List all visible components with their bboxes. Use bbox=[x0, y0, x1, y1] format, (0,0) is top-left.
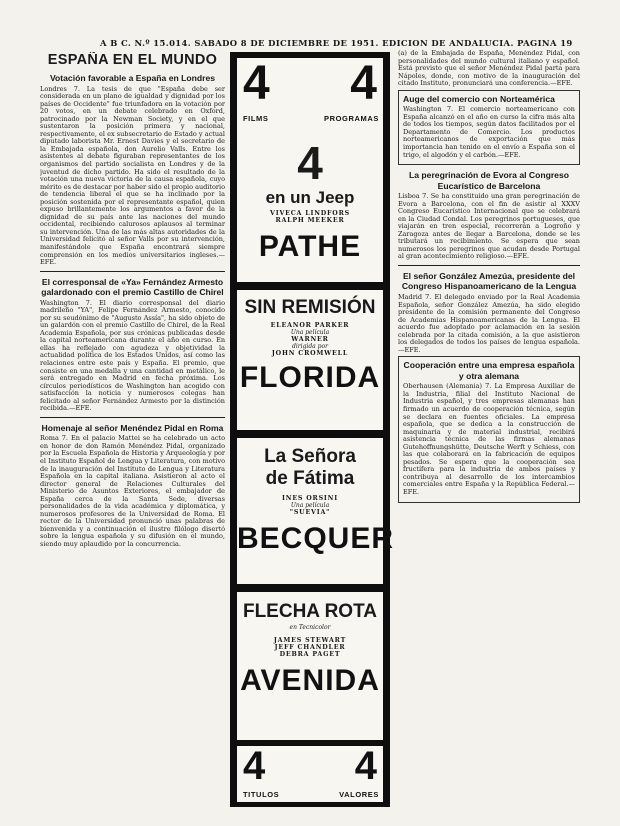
article-body: Washington 7. El diario corresponsal del diario madrileño "YA", Felipe Fernández Armesto, conocido por su seudónimo de "Augusto Assía", ha sido objeto de un galardón con el premio Castillo de Chirel, de la Real Academia Española, por sus crónicas publicadas desde la capital norteamericana durante el año en curso. En ellas ha reflejado con agudeza y objetividad la actualidad política de los Estados Unidos, así como las relaciones entre este país y España. El premio, que consiste en una medalla y una cantidad en metálico, le será entregado en Madrid en fecha próxima. Los círculos periodísticos de Washington han acogido con satisfacción la noticia y numerosos colegas han felicitado al señor Fernández Armesto por la distinción recibida.—EFE. bbox=[40, 298, 225, 413]
values-label: VALORES bbox=[339, 790, 379, 799]
divider bbox=[40, 271, 225, 272]
article-headline: Cooperación entre una empresa española y otra alemana bbox=[403, 360, 575, 381]
theatre-name: FLORIDA bbox=[239, 361, 381, 394]
theatre-name: BECQUER bbox=[237, 522, 395, 555]
director-line: dirigida por bbox=[292, 343, 328, 350]
cast-name: ELEANOR PARKER bbox=[270, 322, 350, 329]
article-body: Londres 7. La tesis de que "España debe ser considerada en un plano de igualdad y dignidad por los países de Occidente" fue triunfadora en la votación por 20 votos, en un debate celebrado en Oxford, patrocinado por la Newman Society, y en el que sustentaron la posición primera y nacional, respectivamente, el ex subsecretario de Estado y actual diputado laborista Mr. Ernest Davies y el secretario de la Embajada española, don Aurelio Valls. Entre los asistentes al debate figuraban representantes de los organismos del partido socialista en Londres y de la juventud de dicho partido. Ha sido el resultado de la votación una nueva victoria de la causa española, cuyo mérito es de destacar por haber sido el propio auditorio de tendencia liberal el que se ha inclinado por la posición sostenida por el representante español, quien expuso brillantemente los argumentos a favor de la dignidad de su país ante las naciones del mundo occidental, recibiendo calurosos aplausos al terminar su intervención. Una de las más altas autoridades de la Universidad felicitó al señor Valls por su intervención, manifestándole que España encontrará siempre comprensión en los medios universitarios ingleses.—EFE. bbox=[40, 84, 225, 267]
movie-title: de Fátima bbox=[265, 468, 355, 489]
article-box bbox=[398, 356, 580, 502]
article-headline: Votación favorable a España en Londres bbox=[49, 73, 216, 83]
left-column bbox=[40, 52, 225, 806]
films-count: 4 bbox=[243, 57, 270, 110]
titles-label: TITULOS bbox=[243, 790, 280, 799]
movie-panel-florida bbox=[237, 290, 383, 430]
movie-panel-pathe bbox=[237, 138, 383, 282]
studio-name: "SUEVIA" bbox=[289, 509, 331, 516]
studio-name: WARNER bbox=[291, 336, 329, 343]
theatre-name: PATHE bbox=[258, 230, 362, 263]
movie-subtitle: en Tecnicolor bbox=[289, 624, 331, 631]
programs-count: 4 bbox=[350, 57, 377, 110]
ad-bottom-panel bbox=[237, 746, 383, 802]
movie-title: en un Jeep bbox=[265, 188, 355, 207]
cast-name: RALPH MEEKER bbox=[275, 217, 345, 224]
article-body: Roma 7. En el palacio Mattei se ha celebrado un acto en honor de don Ramón Menéndez Pidal, organizado por la Escuela Española de Historia y Arqueología y por el Instituto Español de Lengua y Literatura, con motivo de la inauguración del Instituto de Lengua y Literatura Española en la capital italiana. Asistieron al acto el director general de Relaciones Culturales del Ministerio de Asuntos Exteriores, el embajador de España cerca de la Santa Sede, diversas personalidades de la vida académica y diplomática, y numerosos profesores de la Universidad de Roma. El rector de la Universidad pronunció unas palabras de bienvenida y a continuación el ilustre filólogo disertó sobre la lengua española y su difusión en el mundo, siendo muy aplaudido por la concurrencia. bbox=[40, 434, 225, 548]
titles-count: 4 bbox=[243, 744, 266, 788]
article-body: Lisboa 7. Se ha constituido una gran peregrinación de Evora a Barcelona, con el fin de asistir al XXXV Congreso Eucarístico Internacional que se celebrará en la Ciudad Condal. Los peregrinos portugueses, que viajarán en tren especial, recorrerán a Logroño y Zaragoza antes de llegar a Barcelona, donde se les tributará un recibimiento. Se espera que sean numerosos los peregrinos que acudan desde Portugal al gran acontecimiento religioso.—EFE. bbox=[398, 192, 580, 261]
director-name: JOHN CROMWELL bbox=[271, 350, 349, 357]
film-credit-line: Una película bbox=[290, 329, 330, 336]
cast-name: JAMES STEWART bbox=[273, 637, 347, 644]
article-headline: Homenaje al señor Menéndez Pidal en Roma bbox=[41, 422, 224, 433]
section-title: ESPAÑA EN EL MUNDO bbox=[47, 52, 218, 68]
article-headline: La peregrinación de Evora al Congreso Eucarístico de Barcelona bbox=[409, 170, 569, 191]
article-headline: El corresponsal de «Ya» Fernández Armesto galardonado con el premio Castillo de Chirel bbox=[41, 276, 224, 298]
movie-panel-becquer bbox=[237, 438, 395, 584]
films-label: FILMS bbox=[243, 114, 269, 123]
divider bbox=[398, 265, 580, 266]
film-credit-line: Una película bbox=[290, 502, 330, 509]
cast-name: INES ORSINI bbox=[282, 495, 338, 502]
movie-title: FLECHA ROTA bbox=[242, 601, 378, 622]
article-headline: Auge del comercio con Norteamérica bbox=[403, 93, 555, 104]
article-continuation: (a) de la Embajada de España, Menéndez Pidal, con personalidades del mundo cultural italiano y español. Está previsto que el señor Menéndez Pidal parta para Nápoles, donde, con motivo de la inauguración del citado Instituto, pronunciará una conferencia.—EFE. bbox=[398, 50, 580, 88]
cast-name: JEFF CHANDLER bbox=[274, 644, 346, 651]
right-column bbox=[398, 50, 580, 806]
movie-title-number: 4 bbox=[297, 137, 323, 189]
article-box bbox=[398, 90, 580, 165]
programs-label: PROGRAMAS bbox=[324, 114, 379, 123]
article-body: Washington 7. El comercio norteamericano con España alcanzó en el año en curso la cifra más alta de todos los tiempos, según datos facilitados por el Departamento de Comercio. Los productos norteamericanos de exportación que más importancia han tenido en el envío a España son el trigo, el algodón y el carbón.—EFE. bbox=[403, 105, 575, 159]
cast-name: DEBRA PAGET bbox=[279, 651, 341, 658]
page-header: A B C. N.º 15.014. SABADO 8 DE DICIEMBRE DE 1951. EDICION DE ANDALUCIA. PAGINA 19 bbox=[100, 38, 573, 48]
theatre-name: AVENIDA bbox=[240, 664, 380, 697]
article-body: Madrid 7. El delegado enviado por la Real Academia Española, señor González Amezúa, ha sido elegido presidente de la comisión permanente del Congreso de Academias Hispanoamericanas de la Lengua. El acuerdo fue adoptado por aclamación en la sesión celebrada por la citada comisión, a la que asistieron los delegados de todos los países de lengua española.—EFE. bbox=[398, 292, 580, 354]
cast-name: VIVECA LINDFORS bbox=[270, 210, 350, 217]
movie-title: La Señora bbox=[264, 446, 356, 467]
movie-panel-avenida bbox=[237, 592, 383, 740]
divider bbox=[40, 417, 225, 418]
article-body: Oberhausen (Alemania) 7. La Empresa Auxiliar de la Industria, filial del Instituto Nacional de Industria español, y tres empresas alemanas han firmado un acuerdo de cooperación técnica, según se declara en fuentes oficiales. La empresa española, que se dedica a la construcción de maquinaria y de material industrial, recibirá asistencia técnica de las firmas alemanas Gutehoffnungshütte, Deutsche Werft y Schiess, con las que colaborará en la fabricación de equipos pesados. Se espera que la cooperación sea fructífera para la industria de ambos países y contribuya al desarrollo de los intercambios comerciales entre España y la República Federal.—EFE. bbox=[403, 382, 575, 497]
cinema-advertisement bbox=[230, 52, 395, 807]
article-headline: El señor González Amezúa, presidente del Congreso Hispanoamericano de la Lengua bbox=[401, 270, 577, 292]
values-count: 4 bbox=[354, 744, 377, 788]
movie-title: SIN REMISIÓN bbox=[244, 297, 376, 318]
